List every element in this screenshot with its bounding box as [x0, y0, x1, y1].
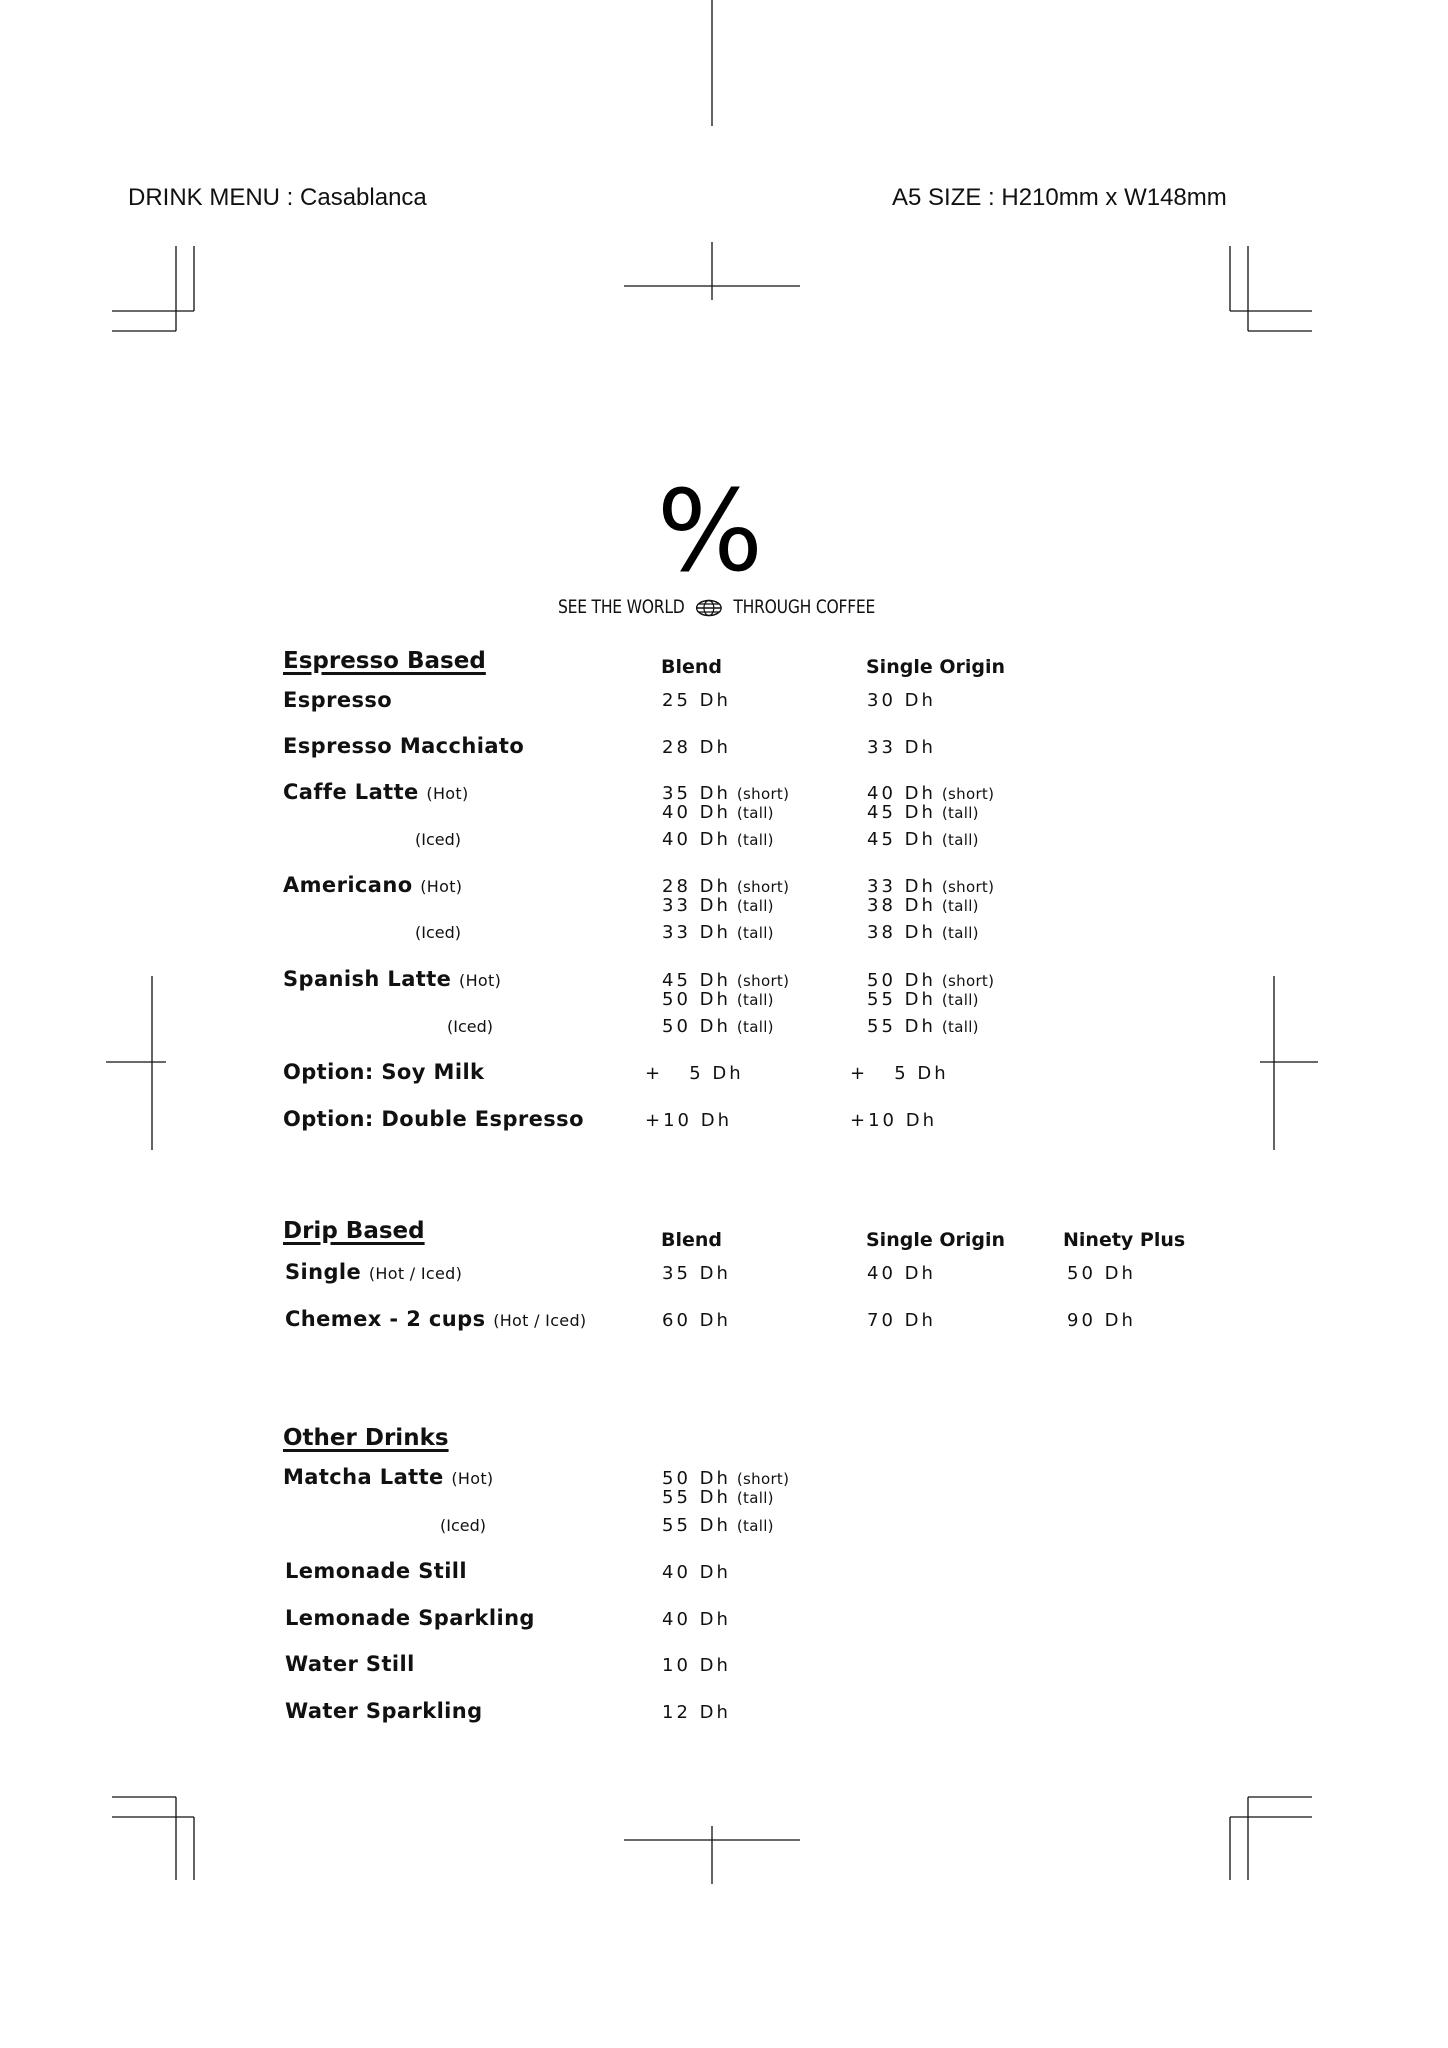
section-title-drip: Drip Based: [283, 1218, 425, 1244]
item-espresso-macchiato: Espresso Macchiato: [283, 734, 525, 758]
col-blend: Blend: [661, 656, 723, 678]
col-single-origin: Single Origin: [866, 656, 1006, 678]
section-title-espresso: Espresso Based: [283, 648, 486, 674]
item-note: (Hot): [420, 877, 463, 896]
item-name: Spanish Latte: [283, 967, 452, 991]
price-blend-tall: 33 Dh (tall): [662, 895, 774, 916]
price-blend-short: 45 Dh (short): [662, 970, 790, 991]
item-note: (Hot): [451, 1469, 494, 1488]
price: 12 Dh: [662, 1702, 731, 1723]
item-note: (Hot): [426, 784, 469, 803]
price-blend-tall: 40 Dh (tall): [662, 802, 774, 823]
tagline-right: THROUGH COFFEE: [733, 596, 876, 618]
item-lemonade-still: Lemonade Still: [285, 1559, 467, 1583]
item-option-double-espresso: Option: Double Espresso: [283, 1107, 584, 1131]
price-single: 30 Dh: [867, 690, 936, 711]
price-single-tall: 38 Dh (tall): [867, 895, 979, 916]
price: 40 Dh: [662, 1562, 731, 1583]
price-single-iced: 38 Dh (tall): [867, 922, 979, 943]
tagline-left: SEE THE WORLD: [558, 596, 685, 618]
item-name: Matcha Latte: [283, 1465, 444, 1489]
item-name: Caffe Latte: [283, 780, 419, 804]
item-caffe-latte: [283, 780, 468, 804]
price-blend-short: 28 Dh (short): [662, 876, 790, 897]
item-note-iced: (Iced): [415, 830, 461, 849]
brand-logo: %: [656, 467, 764, 597]
item-chemex: [285, 1307, 586, 1331]
price-ninety: 50 Dh: [1067, 1263, 1136, 1284]
item-water-still: Water Still: [285, 1652, 415, 1676]
price-tall: 55 Dh (tall): [662, 1487, 774, 1508]
item-note: (Hot): [459, 971, 502, 990]
price-blend: 60 Dh: [662, 1310, 731, 1331]
price-single: +10 Dh: [850, 1110, 937, 1131]
price-iced: 55 Dh (tall): [662, 1515, 774, 1536]
item-note: (Hot / Iced): [368, 1264, 463, 1283]
col-blend: Blend: [661, 1229, 723, 1251]
header-size: A5 SIZE : H210mm x W148mm: [892, 184, 1227, 211]
price-single-tall: 45 Dh (tall): [867, 802, 979, 823]
item-drip-single: [285, 1260, 462, 1284]
price-single: + 5 Dh: [850, 1063, 949, 1084]
price-single: 33 Dh: [867, 737, 936, 758]
price: 40 Dh: [662, 1609, 731, 1630]
item-espresso: Espresso: [283, 688, 393, 712]
item-water-sparkling: Water Sparkling: [285, 1699, 483, 1723]
item-name: Americano: [283, 873, 413, 897]
price-short: 50 Dh (short): [662, 1468, 790, 1489]
col-ninety-plus: Ninety Plus: [1063, 1229, 1186, 1251]
price-blend-iced: 40 Dh (tall): [662, 829, 774, 850]
item-note: (Hot / Iced): [493, 1311, 587, 1330]
price-single-short: 33 Dh (short): [867, 876, 995, 897]
item-note-iced: (Iced): [415, 923, 461, 942]
item-note-iced: (Iced): [447, 1017, 493, 1036]
item-lemonade-sparkling: Lemonade Sparkling: [285, 1606, 535, 1630]
header-title: DRINK MENU : Casablanca: [128, 184, 427, 211]
item-matcha-latte: [283, 1465, 493, 1489]
price-single-tall: 55 Dh (tall): [867, 989, 979, 1010]
item-americano: [283, 873, 462, 897]
globe-icon: [696, 599, 722, 617]
price-single: 40 Dh: [867, 1263, 936, 1284]
price-single-iced: 55 Dh (tall): [867, 1016, 979, 1037]
price-blend: 28 Dh: [662, 737, 731, 758]
item-name: Single: [285, 1260, 362, 1284]
price-single-short: 40 Dh (short): [867, 783, 995, 804]
item-spanish-latte: [283, 967, 501, 991]
brand-tagline: [558, 596, 875, 618]
section-title-other: Other Drinks: [283, 1425, 449, 1451]
price-blend: +10 Dh: [645, 1110, 732, 1131]
price-blend: 25 Dh: [662, 690, 731, 711]
price-single: 70 Dh: [867, 1310, 936, 1331]
price: 10 Dh: [662, 1655, 731, 1676]
price-blend-short: 35 Dh (short): [662, 783, 790, 804]
item-note-iced: (Iced): [440, 1516, 486, 1535]
price-blend: + 5 Dh: [645, 1063, 744, 1084]
price-blend-tall: 50 Dh (tall): [662, 989, 774, 1010]
price-ninety: 90 Dh: [1067, 1310, 1136, 1331]
price-blend: 35 Dh: [662, 1263, 731, 1284]
item-name: Chemex - 2 cups: [285, 1307, 486, 1331]
price-blend-iced: 33 Dh (tall): [662, 922, 774, 943]
price-single-iced: 45 Dh (tall): [867, 829, 979, 850]
price-single-short: 50 Dh (short): [867, 970, 995, 991]
item-option-soy-milk: Option: Soy Milk: [283, 1060, 485, 1084]
col-single-origin: Single Origin: [866, 1229, 1006, 1251]
price-blend-iced: 50 Dh (tall): [662, 1016, 774, 1037]
